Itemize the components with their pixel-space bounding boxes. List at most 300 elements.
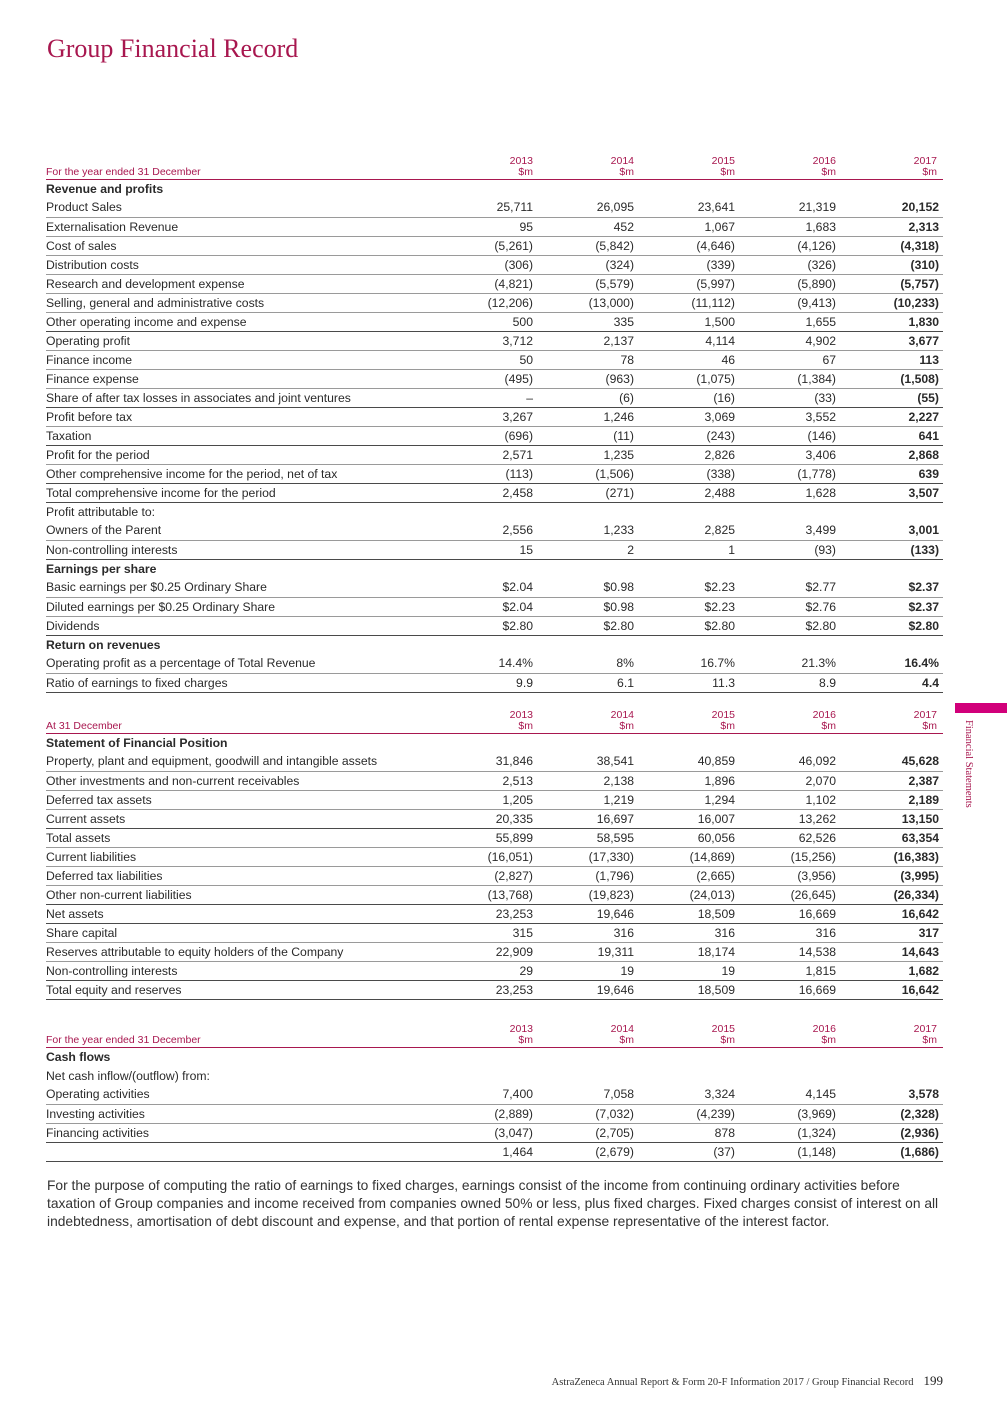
row-label: Total equity and reserves (46, 980, 438, 999)
row-label: Total assets (46, 828, 438, 847)
value-cell: $2.80 (640, 616, 741, 635)
column-year: 2013 (509, 154, 533, 167)
table-row (46, 904, 943, 923)
table-row (46, 1104, 943, 1123)
row-label: Operating activities (46, 1085, 438, 1104)
row-label (46, 1142, 438, 1161)
value-cell: 3,499 (741, 521, 842, 540)
value-cell: (3,956) (741, 866, 842, 885)
row-label: Other comprehensive income for the period, net of tax (46, 464, 438, 483)
value-cell: 46,092 (741, 752, 842, 771)
empty-cell (842, 635, 943, 654)
value-cell: 19,311 (539, 942, 640, 961)
value-cell: 95 (438, 217, 539, 236)
value-cell: (4,239) (640, 1104, 741, 1123)
value-cell: 14.4% (438, 654, 539, 673)
row-label: Finance income (46, 350, 438, 369)
value-cell: 20,335 (438, 809, 539, 828)
value-cell: 1,655 (741, 312, 842, 331)
value-cell: 1,500 (640, 312, 741, 331)
column-unit: $m (720, 165, 735, 178)
table-row (46, 388, 943, 407)
value-cell: 1,246 (539, 407, 640, 426)
table-row (46, 885, 943, 904)
value-cell: (2,936) (842, 1123, 943, 1142)
value-cell: (1,148) (741, 1142, 842, 1161)
value-cell: (146) (741, 426, 842, 445)
value-cell: 316 (741, 923, 842, 942)
column-header (438, 148, 539, 179)
table-row (46, 597, 943, 616)
column-unit: $m (922, 719, 937, 732)
value-cell: $2.04 (438, 597, 539, 616)
column-header (438, 702, 539, 733)
value-cell: (37) (640, 1142, 741, 1161)
cash-flows-table (46, 1016, 943, 1162)
value-cell: $2.37 (842, 597, 943, 616)
row-label: Other investments and non-current receivables (46, 771, 438, 790)
value-cell: 3,267 (438, 407, 539, 426)
value-cell: (696) (438, 426, 539, 445)
value-cell: 46 (640, 350, 741, 369)
value-cell: 18,174 (640, 942, 741, 961)
empty-cell (741, 733, 842, 752)
row-label: Reserves attributable to equity holders of the Company (46, 942, 438, 961)
row-label: Deferred tax assets (46, 790, 438, 809)
table-row (46, 1123, 943, 1142)
table-row (46, 771, 943, 790)
value-cell: (16,383) (842, 847, 943, 866)
row-label: Externalisation Revenue (46, 217, 438, 236)
column-header (842, 702, 943, 733)
income-statement-table (46, 148, 943, 693)
value-cell: 500 (438, 312, 539, 331)
value-cell: 63,354 (842, 828, 943, 847)
row-label: Share of after tax losses in associates and joint ventures (46, 388, 438, 407)
value-cell: (339) (640, 255, 741, 274)
value-cell: 2,488 (640, 483, 741, 502)
table-row (46, 312, 943, 331)
column-year: 2017 (913, 154, 937, 167)
empty-cell (438, 635, 539, 654)
value-cell: 13,262 (741, 809, 842, 828)
row-label: Non-controlling interests (46, 540, 438, 559)
table-period-label: At 31 December (46, 702, 438, 733)
page-footer (552, 1373, 943, 1389)
value-cell: 2,571 (438, 445, 539, 464)
row-label: Finance expense (46, 369, 438, 388)
value-cell: (1,075) (640, 369, 741, 388)
empty-cell (539, 1047, 640, 1066)
value-cell: 1,628 (741, 483, 842, 502)
value-cell: 2,387 (842, 771, 943, 790)
column-unit: $m (720, 1033, 735, 1046)
column-unit: $m (619, 165, 634, 178)
row-label: Dividends (46, 616, 438, 635)
column-header (741, 148, 842, 179)
value-cell: (963) (539, 369, 640, 388)
column-header (842, 148, 943, 179)
column-unit: $m (518, 165, 533, 178)
value-cell: 23,253 (438, 980, 539, 999)
table-row (46, 483, 943, 502)
value-cell: (2,679) (539, 1142, 640, 1161)
section-heading-row (46, 1047, 943, 1066)
value-cell: (16,051) (438, 847, 539, 866)
section-heading-row (46, 179, 943, 198)
empty-cell (640, 559, 741, 578)
row-label: Current assets (46, 809, 438, 828)
value-cell: (12,206) (438, 293, 539, 312)
table-row (46, 847, 943, 866)
value-cell: (5,997) (640, 274, 741, 293)
value-cell: 2,137 (539, 331, 640, 350)
value-cell: 19,646 (539, 980, 640, 999)
value-cell: (3,047) (438, 1123, 539, 1142)
value-cell: (243) (640, 426, 741, 445)
empty-cell (741, 502, 842, 521)
value-cell: 9.9 (438, 673, 539, 692)
value-cell: (13,768) (438, 885, 539, 904)
column-unit: $m (821, 165, 836, 178)
value-cell: (1,686) (842, 1142, 943, 1161)
table-row (46, 616, 943, 635)
value-cell: 335 (539, 312, 640, 331)
value-cell: 26,095 (539, 198, 640, 217)
row-label: Total comprehensive income for the period (46, 483, 438, 502)
empty-cell (741, 1047, 842, 1066)
value-cell: 878 (640, 1123, 741, 1142)
empty-cell (640, 1066, 741, 1085)
value-cell: 3,069 (640, 407, 741, 426)
value-cell: $2.80 (438, 616, 539, 635)
column-year: 2013 (509, 708, 533, 721)
value-cell: 2,070 (741, 771, 842, 790)
value-cell: (14,869) (640, 847, 741, 866)
table-row (46, 198, 943, 217)
value-cell: 4,145 (741, 1085, 842, 1104)
row-label: Distribution costs (46, 255, 438, 274)
table-row (46, 923, 943, 942)
value-cell: (2,827) (438, 866, 539, 885)
value-cell: 23,253 (438, 904, 539, 923)
row-label: Deferred tax liabilities (46, 866, 438, 885)
row-label: Financing activities (46, 1123, 438, 1142)
empty-cell (539, 635, 640, 654)
row-label: Return on revenues (46, 637, 161, 652)
value-cell: (2,889) (438, 1104, 539, 1123)
value-cell: 1 (640, 540, 741, 559)
column-year: 2016 (812, 708, 836, 721)
empty-cell (842, 1066, 943, 1085)
value-cell: (495) (438, 369, 539, 388)
value-cell: 19 (539, 961, 640, 980)
table-period-label: For the year ended 31 December (46, 1016, 438, 1047)
column-year: 2017 (913, 1022, 937, 1035)
value-cell: 3,001 (842, 521, 943, 540)
value-cell: (1,324) (741, 1123, 842, 1142)
column-year: 2016 (812, 154, 836, 167)
value-cell: 4,902 (741, 331, 842, 350)
value-cell: 45,628 (842, 752, 943, 771)
value-cell: (338) (640, 464, 741, 483)
value-cell: 3,578 (842, 1085, 943, 1104)
value-cell: 1,830 (842, 312, 943, 331)
value-cell: (324) (539, 255, 640, 274)
section-heading-row (46, 635, 943, 654)
table-row (46, 752, 943, 771)
row-label: Current liabilities (46, 847, 438, 866)
value-cell: 8% (539, 654, 640, 673)
empty-cell (539, 1066, 640, 1085)
subheading-row (46, 1066, 943, 1085)
footnote: For the purpose of computing the ratio of earnings to fixed charges, earnings consist of the income from continuing ordinary activities before taxation of Group companies and income received from companies owned 50% or less, plus fixed charges. Fixed charges consist of interest on all indebtedness, amortisation of debt discount and expense, and that portion of rental expense representative of the interest factor. (47, 1178, 939, 1229)
value-cell: 1,682 (842, 961, 943, 980)
value-cell: 1,205 (438, 790, 539, 809)
value-cell: (16) (640, 388, 741, 407)
column-header (640, 148, 741, 179)
empty-cell (741, 635, 842, 654)
value-cell: 58,595 (539, 828, 640, 847)
value-cell: 50 (438, 350, 539, 369)
column-header (539, 702, 640, 733)
value-cell: 3,712 (438, 331, 539, 350)
row-label: Profit for the period (46, 445, 438, 464)
value-cell: (1,384) (741, 369, 842, 388)
financial-position-table (46, 702, 943, 1000)
row-label: Owners of the Parent (46, 521, 438, 540)
row-label: Basic earnings per $0.25 Ordinary Share (46, 578, 438, 597)
column-unit: $m (821, 719, 836, 732)
value-cell: (2,705) (539, 1123, 640, 1142)
empty-cell (842, 1047, 943, 1066)
value-cell: (4,646) (640, 236, 741, 255)
row-label: Diluted earnings per $0.25 Ordinary Share (46, 597, 438, 616)
table-row (46, 274, 943, 293)
table-row (46, 866, 943, 885)
row-label: Product Sales (46, 198, 438, 217)
empty-cell (438, 559, 539, 578)
table-row (46, 255, 943, 274)
table-row (46, 540, 943, 559)
empty-cell (438, 733, 539, 752)
value-cell: 1,233 (539, 521, 640, 540)
value-cell: 315 (438, 923, 539, 942)
table-header-row (46, 1016, 943, 1047)
value-cell: 16,669 (741, 980, 842, 999)
column-year: 2014 (610, 154, 634, 167)
section-heading-row (46, 559, 943, 578)
value-cell: 3,507 (842, 483, 943, 502)
value-cell: 38,541 (539, 752, 640, 771)
value-cell: 317 (842, 923, 943, 942)
column-year: 2017 (913, 708, 937, 721)
value-cell: $2.77 (741, 578, 842, 597)
value-cell: (17,330) (539, 847, 640, 866)
value-cell: (113) (438, 464, 539, 483)
value-cell: $0.98 (539, 578, 640, 597)
value-cell: 13,150 (842, 809, 943, 828)
table-row (46, 521, 943, 540)
page-title: Group Financial Record (47, 34, 299, 63)
value-cell: 2,227 (842, 407, 943, 426)
value-cell: 16,007 (640, 809, 741, 828)
table-row (46, 809, 943, 828)
column-year: 2016 (812, 1022, 836, 1035)
value-cell: $2.80 (741, 616, 842, 635)
table-row (46, 1142, 943, 1161)
empty-cell (438, 1066, 539, 1085)
value-cell: 31,846 (438, 752, 539, 771)
empty-cell (640, 733, 741, 752)
column-unit: $m (619, 1033, 634, 1046)
row-label: Statement of Financial Position (46, 735, 228, 750)
value-cell: (326) (741, 255, 842, 274)
value-cell: 14,643 (842, 942, 943, 961)
value-cell: (15,256) (741, 847, 842, 866)
value-cell: 1,464 (438, 1142, 539, 1161)
value-cell: 21.3% (741, 654, 842, 673)
empty-cell (438, 1047, 539, 1066)
empty-cell (539, 559, 640, 578)
footer-text: AstraZeneca Annual Report & Form 20-F Information 2017 / Group Financial Record (551, 1377, 914, 1388)
value-cell: (310) (842, 255, 943, 274)
row-label: Investing activities (46, 1104, 438, 1123)
column-year: 2015 (711, 1022, 735, 1035)
empty-cell (842, 733, 943, 752)
empty-cell (640, 635, 741, 654)
value-cell: 22,909 (438, 942, 539, 961)
value-cell: 18,509 (640, 980, 741, 999)
value-cell: 18,509 (640, 904, 741, 923)
empty-cell (539, 502, 640, 521)
value-cell: 2,826 (640, 445, 741, 464)
empty-cell (741, 179, 842, 198)
value-cell: 4,114 (640, 331, 741, 350)
table-row (46, 942, 943, 961)
value-cell: 1,235 (539, 445, 640, 464)
empty-cell (438, 179, 539, 198)
row-label: Taxation (46, 426, 438, 445)
value-cell: 60,056 (640, 828, 741, 847)
value-cell: 16,697 (539, 809, 640, 828)
table-row (46, 1085, 943, 1104)
value-cell: (1,508) (842, 369, 943, 388)
table-row (46, 350, 943, 369)
column-year: 2014 (610, 708, 634, 721)
value-cell: 1,896 (640, 771, 741, 790)
value-cell: $2.76 (741, 597, 842, 616)
value-cell: 19 (640, 961, 741, 980)
table-period-label: For the year ended 31 December (46, 148, 438, 179)
row-label: Property, plant and equipment, goodwill and intangible assets (46, 752, 438, 771)
value-cell: (1,796) (539, 866, 640, 885)
value-cell: 2 (539, 540, 640, 559)
table-row (46, 654, 943, 673)
value-cell: 16.4% (842, 654, 943, 673)
value-cell: $0.98 (539, 597, 640, 616)
row-label: Selling, general and administrative costs (46, 293, 438, 312)
column-header (842, 1016, 943, 1047)
value-cell: (10,233) (842, 293, 943, 312)
empty-cell (640, 502, 741, 521)
value-cell: (4,821) (438, 274, 539, 293)
value-cell: 16,642 (842, 980, 943, 999)
value-cell: 15 (438, 540, 539, 559)
value-cell: 16,642 (842, 904, 943, 923)
value-cell: (133) (842, 540, 943, 559)
empty-cell (741, 1066, 842, 1085)
empty-cell (741, 559, 842, 578)
row-label: Operating profit as a percentage of Total Revenue (46, 654, 438, 673)
column-header (539, 148, 640, 179)
value-cell: 641 (842, 426, 943, 445)
page-number: 199 (923, 1373, 943, 1388)
value-cell: (93) (741, 540, 842, 559)
table-row (46, 331, 943, 350)
value-cell: (9,413) (741, 293, 842, 312)
empty-cell (640, 1047, 741, 1066)
row-label: Earnings per share (46, 561, 157, 576)
column-header (640, 702, 741, 733)
value-cell: 6.1 (539, 673, 640, 692)
row-label: Operating profit (46, 331, 438, 350)
value-cell: (4,318) (842, 236, 943, 255)
value-cell: $2.04 (438, 578, 539, 597)
value-cell: (3,969) (741, 1104, 842, 1123)
value-cell: (7,032) (539, 1104, 640, 1123)
value-cell: 2,138 (539, 771, 640, 790)
value-cell: 1,683 (741, 217, 842, 236)
value-cell: 2,189 (842, 790, 943, 809)
value-cell: $2.80 (842, 616, 943, 635)
column-header (640, 1016, 741, 1047)
row-label: Cost of sales (46, 236, 438, 255)
row-label: Revenue and profits (46, 181, 164, 196)
value-cell: 29 (438, 961, 539, 980)
value-cell: 2,458 (438, 483, 539, 502)
value-cell: 78 (539, 350, 640, 369)
table-row (46, 369, 943, 388)
value-cell: (1,506) (539, 464, 640, 483)
value-cell: (306) (438, 255, 539, 274)
value-cell: 40,859 (640, 752, 741, 771)
column-header (741, 702, 842, 733)
column-header (539, 1016, 640, 1047)
value-cell: 3,324 (640, 1085, 741, 1104)
value-cell: (5,579) (539, 274, 640, 293)
row-label: Other non-current liabilities (46, 885, 438, 904)
table-row (46, 961, 943, 980)
column-unit: $m (922, 165, 937, 178)
value-cell: – (438, 388, 539, 407)
row-label: Share capital (46, 923, 438, 942)
row-label: Cash flows (46, 1049, 111, 1064)
column-unit: $m (518, 719, 533, 732)
section-heading-row (46, 733, 943, 752)
value-cell: 25,711 (438, 198, 539, 217)
value-cell: 452 (539, 217, 640, 236)
value-cell: 16,669 (741, 904, 842, 923)
value-cell: 21,319 (741, 198, 842, 217)
value-cell: 19,646 (539, 904, 640, 923)
column-header (438, 1016, 539, 1047)
empty-cell (842, 559, 943, 578)
table-header-row (46, 148, 943, 179)
value-cell: (5,757) (842, 274, 943, 293)
value-cell: 3,406 (741, 445, 842, 464)
value-cell: $2.80 (539, 616, 640, 635)
